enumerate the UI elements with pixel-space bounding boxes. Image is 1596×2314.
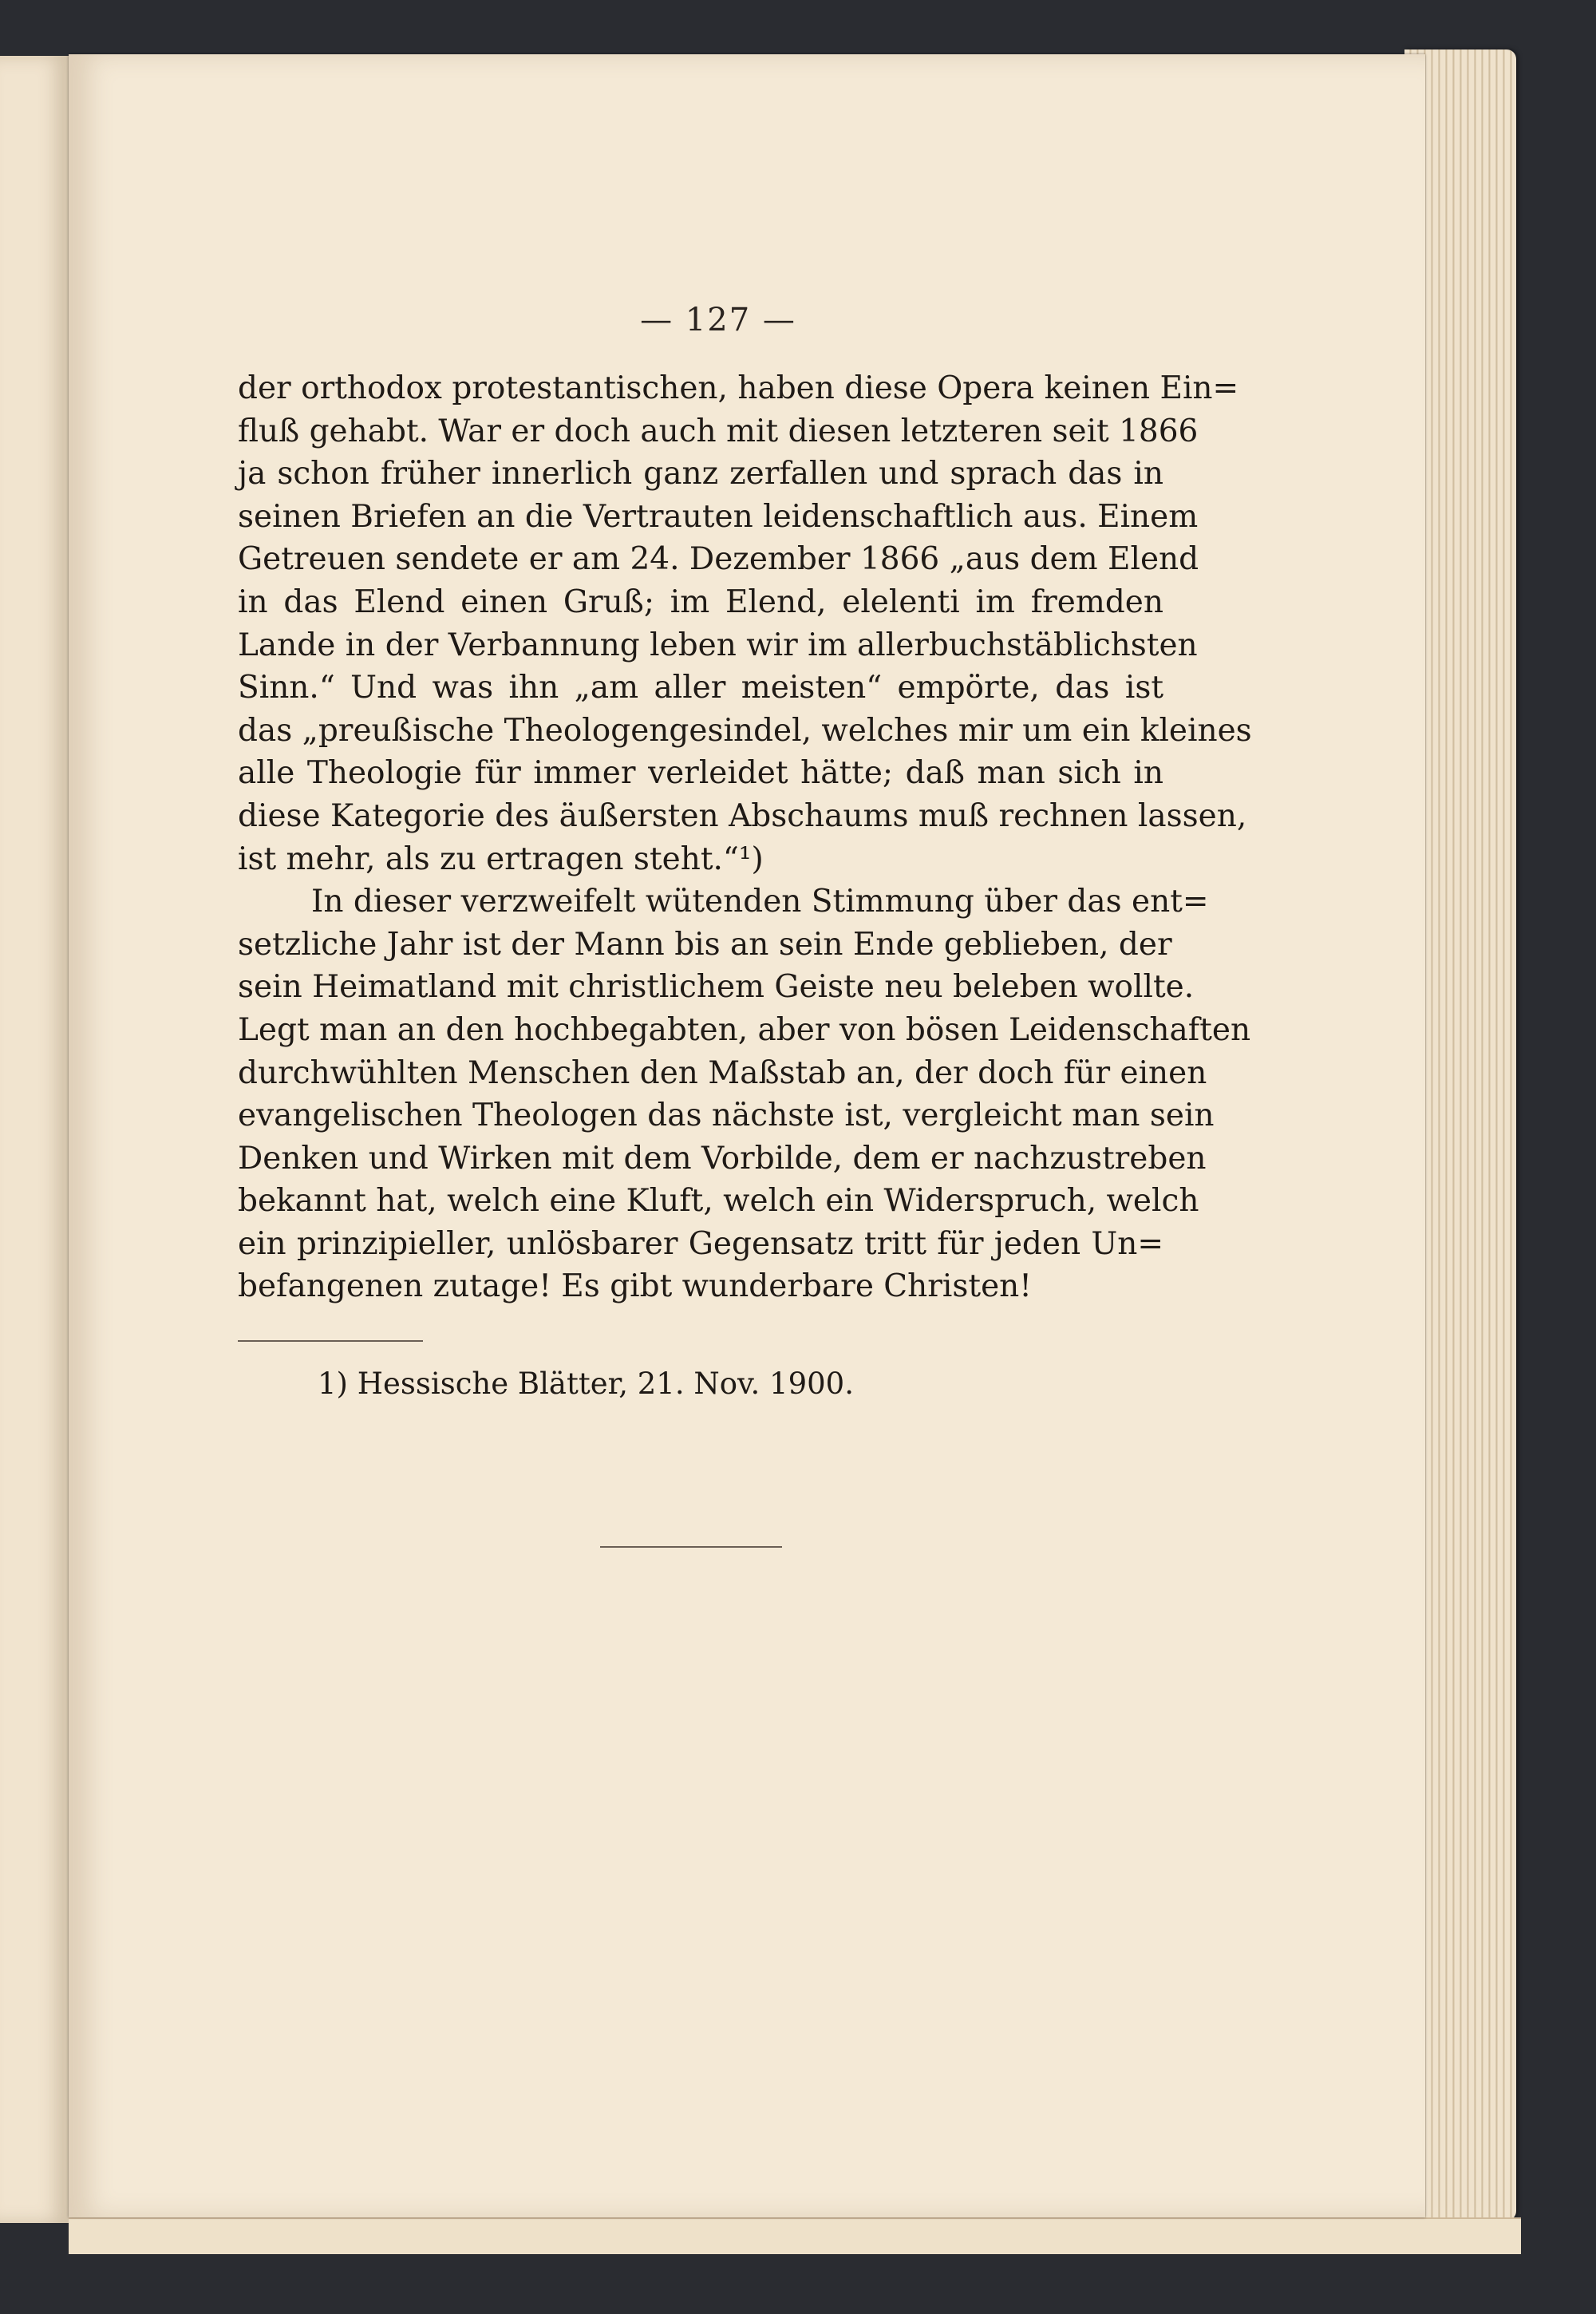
text-line: der orthodox protestantischen, haben diese Opera keinen Ein= (238, 370, 1239, 406)
page-bottom-edge (69, 2217, 1521, 2254)
text-line: ist mehr, als zu ertragen steht.“¹) (238, 841, 764, 877)
text-line: diese Kategorie des äußersten Abschaums muß rechnen lassen, (238, 797, 1247, 834)
text-line: durchwühlten Menschen den Maßstab an, der doch für einen (238, 1054, 1207, 1091)
text-line: Lande in der Verbannung leben wir im allerbuchstäblichsten (238, 627, 1198, 663)
text-line: befangenen zutage! Es gibt wunderbare Christen! (238, 1268, 1032, 1305)
text-line: ein prinzipieller, unlösbarer Gegensatz tritt für jeden Un= (238, 1225, 1163, 1262)
text-line: ja schon früher innerlich ganz zerfallen und sprach das in (238, 456, 1163, 492)
text-line: sein Heimatland mit christlichem Geiste neu beleben wollte. (238, 969, 1195, 1006)
text-line: das „preußische Theologengesindel, welches mir um ein kleines (238, 712, 1252, 749)
text-line: alle Theologie für immer verleidet hätte; daß man sich in (238, 755, 1163, 792)
paragraph-start-line: In dieser verzweifelt wütenden Stimmung über das ent= (311, 884, 1209, 920)
body-text (238, 367, 1252, 1308)
facing-page-edge (0, 56, 73, 2223)
text-line: setzliche Jahr ist der Mann bis an sein Ende geblieben, der (238, 926, 1172, 963)
text-line: fluß gehabt. War er doch auch mit diesen letzteren seit 1866 (238, 413, 1199, 449)
footnote: 1) Hessische Blätter, 21. Nov. 1900. (318, 1367, 854, 1401)
text-line: seinen Briefen an die Vertrauten leidenschaftlich aus. Einem (238, 498, 1199, 535)
text-line: evangelischen Theologen das nächste ist, vergleicht man sein (238, 1098, 1215, 1134)
text-line: Sinn.“ Und was ihn „am aller meisten“ empörte, das ist (238, 670, 1163, 706)
footnote-divider (238, 1340, 423, 1342)
text-line: Denken und Wirken mit dem Vorbilde, dem er nachzustreben (238, 1140, 1207, 1177)
text-line: Getreuen sendete er am 24. Dezember 1866 „aus dem Elend (238, 541, 1199, 578)
page-number: — 127 — (640, 302, 796, 338)
text-line: bekannt hat, welch eine Kluft, welch ein Widerspruch, welch (238, 1183, 1199, 1220)
text-line: Legt man an den hochbegabten, aber von bösen Leidenschaften (238, 1011, 1251, 1048)
text-line: in das Elend einen Gruß; im Elend, elelenti im fremden (238, 583, 1163, 620)
end-divider (600, 1546, 782, 1548)
